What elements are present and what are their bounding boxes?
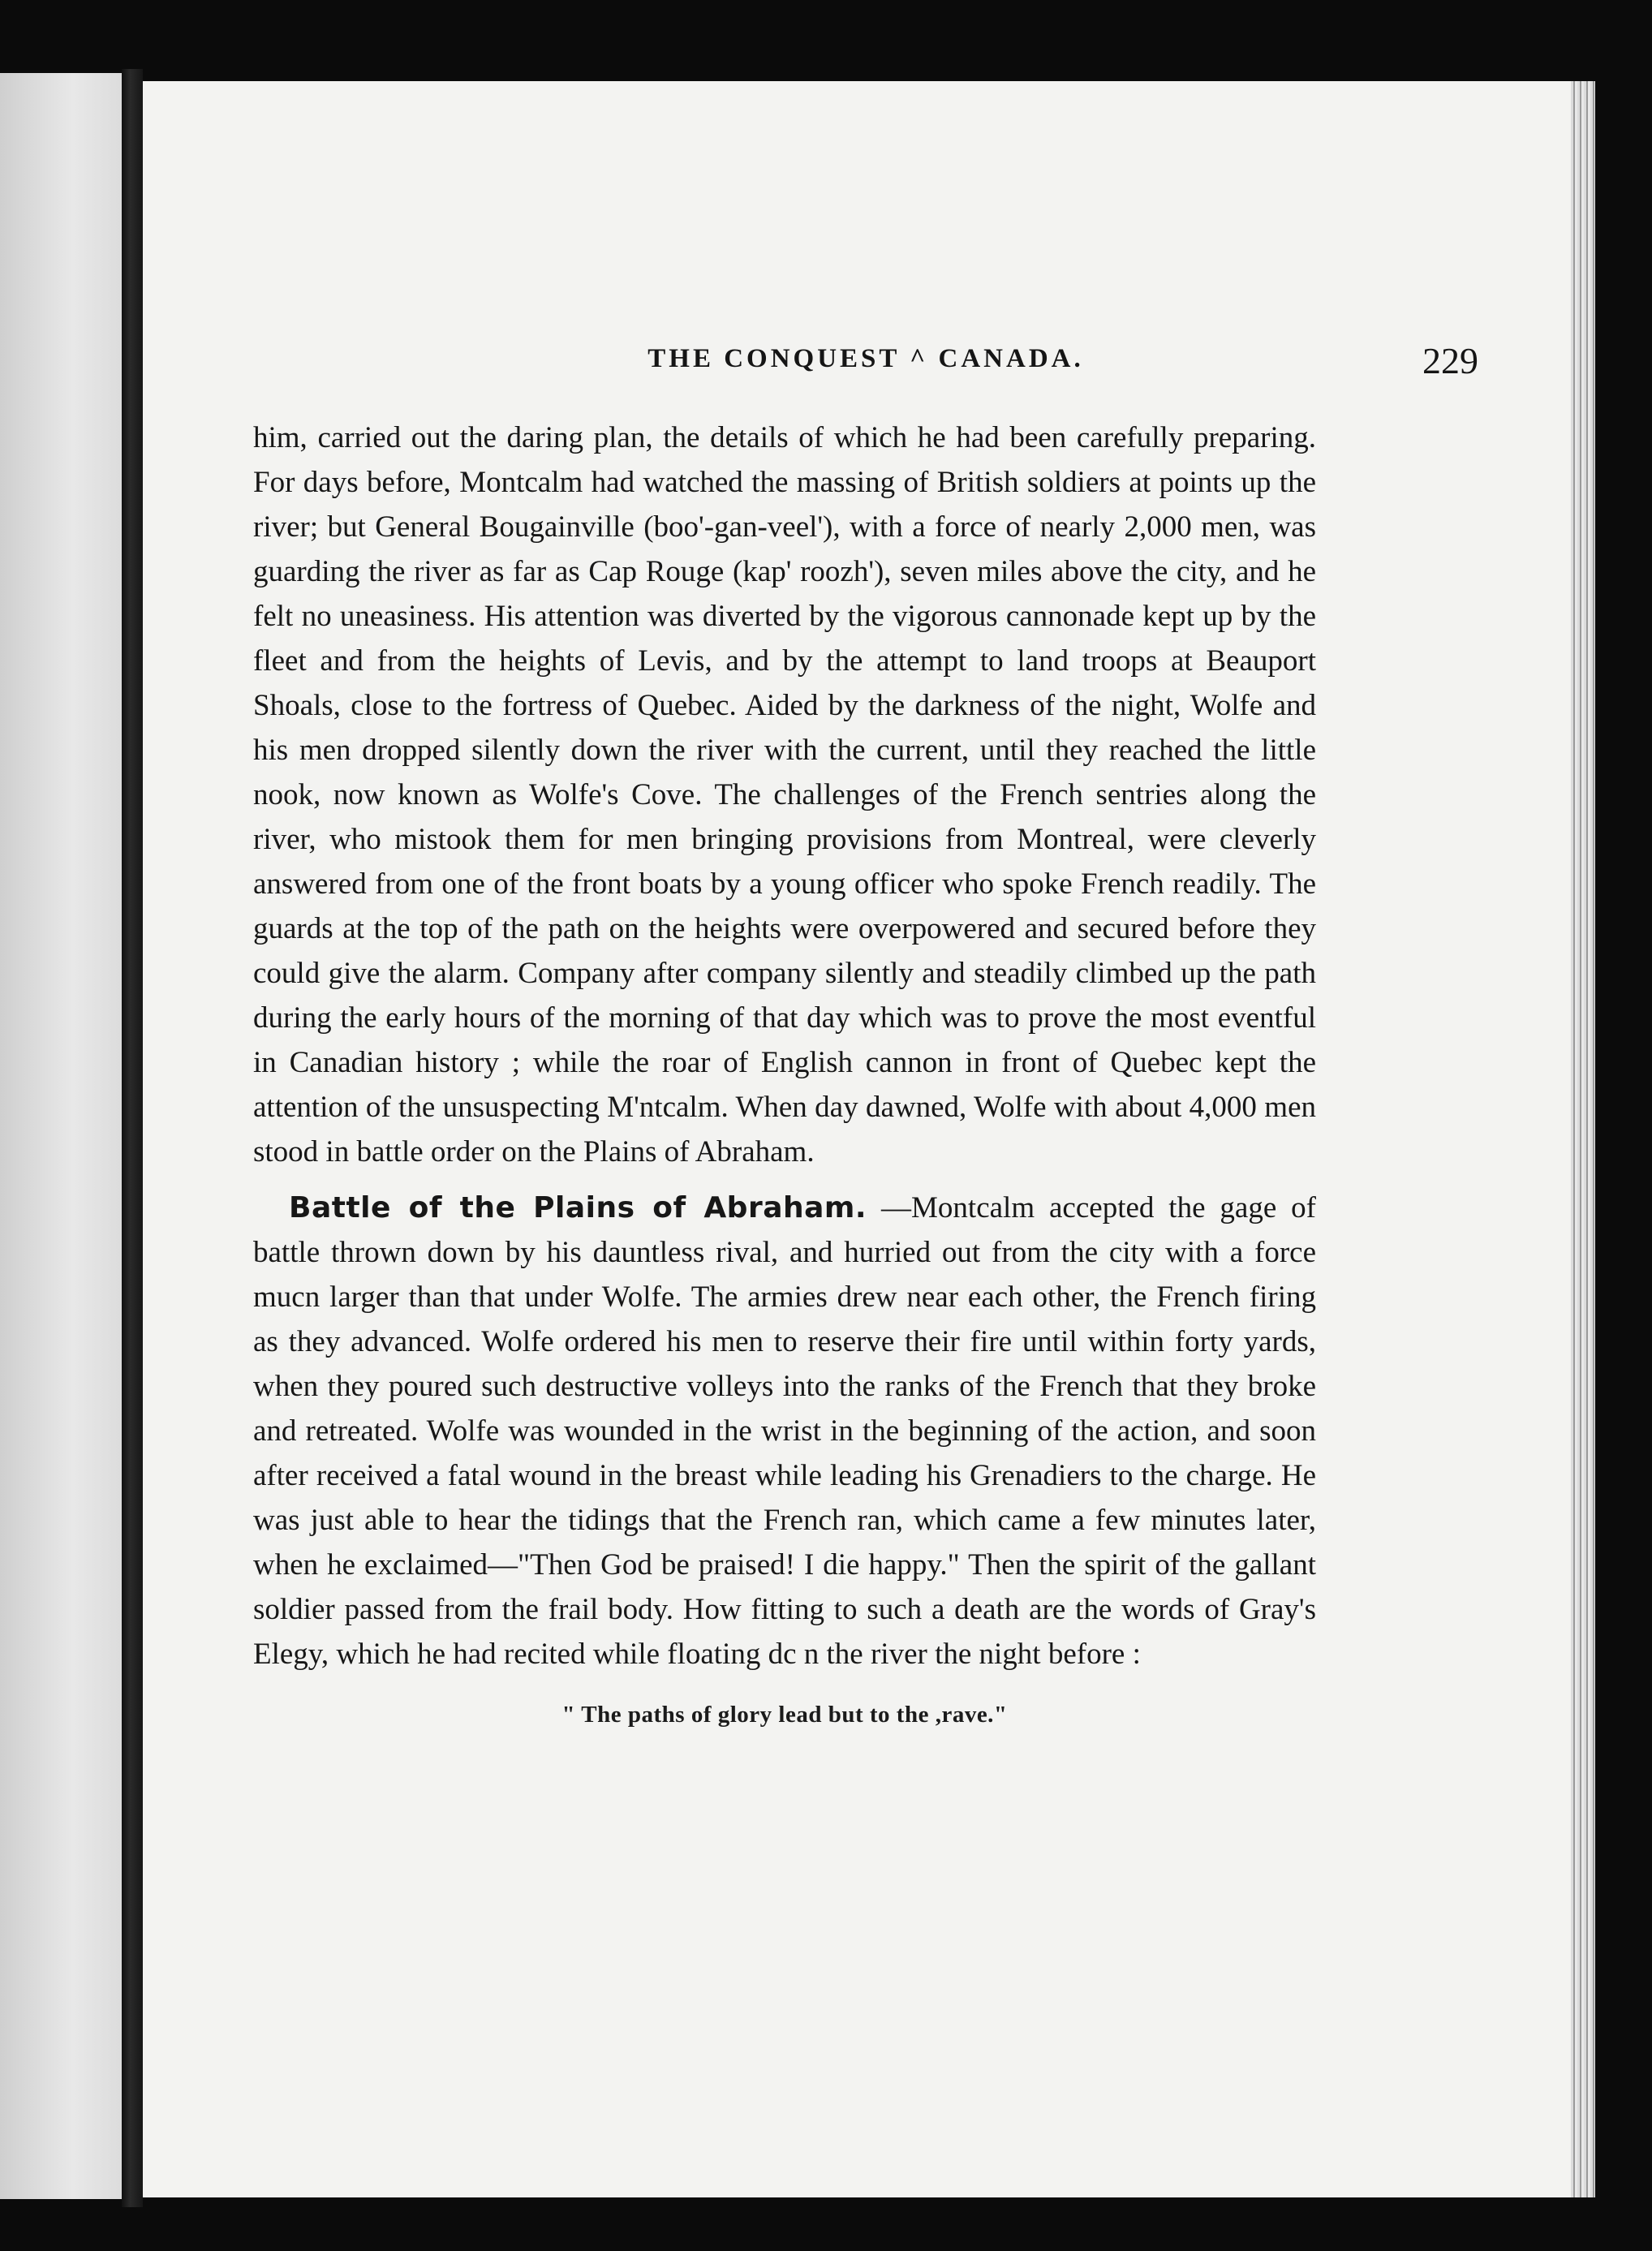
- facing-page-edge: [0, 73, 122, 2199]
- paragraph-1: him, carried out the daring plan, the details of which he had been carefully preparing. For days before, Montcalm had watched the massing of British soldiers at points up the river; but General Bougainville (boo'-gan-veel'), with a force of nearly 2,000 men, was guarding the river as far as Cap Rouge (kap' roozh'), seven miles above the city, and he felt no uneasiness. His attention was diverted by the vigorous cannonade kept up by the fleet and from the heights of Levis, and by the attempt to land troops at Beauport Shoals, close to the fortress of Quebec. Aided by the darkness of the night, Wolfe and his men dropped silently down the river with the current, until they reached the little nook, now known as Wolfe's Cove. The challenges of the French sentries along the river, who mistook them for men bringing provisions from Montreal, were cleverly answered from one of the front boats by a young officer who spoke French readily. The guards at the top of the path on the heights were overpowered and secured before they could give the alarm. Company after company silently and steadily climbed up the path during the early hours of the morning of that day which was to prove the most eventful in Canadian history ; while the roar of English cannon in front of Quebec kept the attention of the unsuspecting M'ntcalm. When day dawned, Wolfe with about 4,000 men stood in battle order on the Plains of Abraham.: [253, 421, 1316, 1169]
- verse-quote: " The paths of glory lead but to the ,rave.": [561, 1702, 1008, 1728]
- page-header: [253, 339, 1478, 388]
- book-page: [143, 81, 1571, 2197]
- running-head: THE CONQUEST ^ CANADA.: [647, 344, 1084, 373]
- section-heading: Battle of the Plains of Abraham.: [289, 1191, 867, 1224]
- page-edges: [1571, 81, 1595, 2197]
- book-gutter: [122, 69, 143, 2207]
- page-body: [253, 415, 1316, 1737]
- page-number: 229: [1422, 340, 1478, 381]
- paragraph-2-text: —Montcalm accepted the gage of battle thrown down by his dauntless rival, and hurried out from the city with a force mucn larger than that under Wolfe. The armies drew near each other, the French firing as they advanced. Wolfe ordered his men to reserve their fire until within forty yards, when they poured such destructive volleys into the ranks of the French that they broke and retreated. Wolfe was wounded in the wrist in the beginning of the action, and soon after received a fatal wound in the breast while leading his Grenadiers to the charge. He was just able to hear the tidings that the French ran, which came a few minutes later, when he exclaimed—"Then God be praised! I die happy." Then the spirit of the gallant soldier passed from the frail body. How fitting to such a death are the words of Gray's Elegy, which he had recited while floating dc n the river the night before :: [253, 1191, 1316, 1671]
- paragraph-2: [253, 1186, 1316, 1676]
